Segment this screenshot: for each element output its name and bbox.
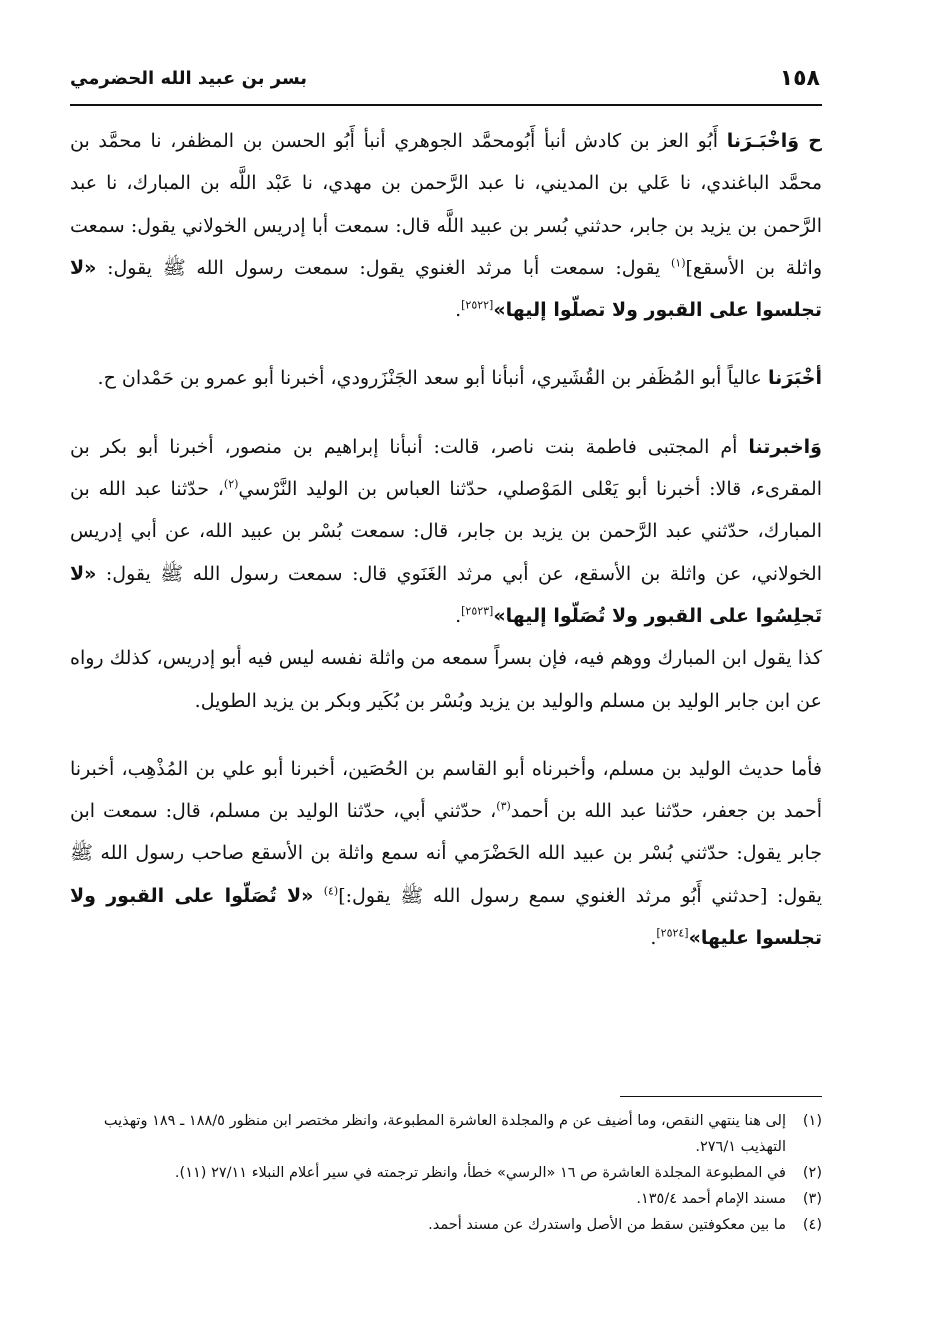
paragraph-4: [70, 637, 822, 722]
paragraph-text: عالياً أبو المُظَفر بن القُشَيري، أنبأنا أبو سعد الجَنْزَرودي، أخبرنا أبو عمرو بن حَمْدان ح.: [97, 367, 768, 390]
footnote-rule: [620, 1096, 822, 1097]
footnote-text: ما بين معكوفتين سقط من الأصل واستدرك عن مسند أحمد.: [428, 1217, 786, 1233]
paragraph-text: أم المجتبى فاطمة بنت ناصر، قالت: أنبأنا إبراهيم بن منصور، أخبرنا أبو بكر بن المقرىء، قالا: أخبرنا أبو يَعْلى المَوْصلي، حدّثنا العباس بن الوليد النَّرْسي: [70, 435, 822, 501]
footnote-text: إلى هنا ينتهي النقص، وما أضيف عن م والمجلدة العاشرة المطبوعة، وانظر مختصر ابن منظور ١٨٨/٥ ـ ١٨٩ وتهذيب التهذيب ٢٧٦/١.: [103, 1113, 786, 1155]
paragraph-text: أَبُو العز بن كادش أنبأ أَبُومحمَّد الجوهري أنبأ أَبُو الحسن بن المظفر، نا محمَّد بن محمَّد الباغندي، نا عَلي بن المديني، نا عبد الرَّحمن بن مهدي، نا عَبْد اللَّه بن المبارك، نا عبد الرَّحمن بن يزيد بن جابر، حدثني بُسر بن عبيد اللَّه قال: سمعت أبا إدريس الخولاني يقول: سمعت واثلة بن الأسقع]: [70, 130, 822, 279]
paragraph-text: فأما حديث الوليد بن مسلم، وأخبرناه أبو القاسم بن الحُصَين، أخبرنا أبو علي بن المُذْهِب، أخبرنا أحمد بن جعفر، حدّثنا عبد الله بن أحمد: [70, 757, 823, 823]
footnote: [70, 1160, 822, 1186]
hadith-quote: «لا تَجلِسُوا على القبور ولا تُصَلّوا إليها»: [70, 562, 822, 627]
footnote-ref: (٢): [223, 477, 239, 491]
hadith-quote: «لا تُصَلّوا على القبور ولا تجلسوا عليها»: [70, 884, 822, 950]
paragraph-3: [70, 426, 822, 637]
paragraph-text-continued: يقول: سمعت أبا مرثد الغنوي يقول: سمعت رسول الله ﷺ يقول:: [96, 256, 671, 279]
paragraph-2: [70, 357, 822, 399]
paragraph-keyword: ح وَاخْبَـرَنا: [726, 130, 823, 152]
footnote: [70, 1212, 822, 1238]
paragraph-keyword: أخْبَرَنا: [767, 367, 822, 390]
hadith-number: [٢٥٢٤]: [656, 926, 689, 940]
footnote-number: (٤): [802, 1217, 822, 1233]
paragraph-5: [70, 748, 822, 959]
paragraph-text: كذا يقول ابن المبارك ووهم فيه، فإن بسراً سمعه من واثلة نفسه ليس فيه أبو إدريس، كذلك رواه عن ابن جابر الوليد بن مسلم والوليد بن يزيد وبُسْر بن بُكَير وبكر بن يزيد الطويل.: [70, 647, 822, 712]
footnotes: [70, 1108, 822, 1238]
footnote-number: (١): [802, 1113, 822, 1129]
paragraph-text-continued: ، حدّثني أبي، حدّثنا الوليد بن مسلم، قال: سمعت ابن جابر يقول: حدّثني بُسْر بن عبيد الله الحَضْرَمي أنه سمع واثلة بن الأسقع صاحب رسول الله ﷺ يقول: [حدثني أَبُو مرثد الغنوي سمع رسول الله ﷺ يقول:]: [70, 800, 822, 907]
hadith-quote: «لا تجلسوا على القبور ولا تصلّوا إليها»: [70, 256, 822, 322]
footnote-text: مسند الإمام أحمد ١٣٥/٤.: [636, 1191, 786, 1207]
main-text: [70, 120, 822, 959]
footnote-ref: (١): [670, 256, 686, 270]
paragraph-end: .: [455, 604, 462, 627]
hadith-number: [٢٥٢٢]: [461, 298, 494, 312]
paragraph-end: .: [650, 927, 657, 950]
footnote: [70, 1186, 822, 1212]
page-header: [70, 62, 822, 106]
page-number: ١٥٨: [779, 66, 820, 91]
footnote: [70, 1108, 822, 1160]
paragraph-text-continued: ، حدّثنا عبد الله بن المبارك، حدّثني عبد الرَّحمن بن يزيد بن جابر، قال: سمعت بُسْر بن عبيد الله، عن أبي إدريس الخولاني، عن واثلة بن الأسقع، عن أبي مرثد الغَنَوي قال: سمعت رسول الله ﷺ يقول:: [70, 478, 822, 585]
footnote-number: (٢): [802, 1165, 822, 1181]
footnote-text: في المطبوعة المجلدة العاشرة ص ١٦ «الرسي» خطأ، وانظر ترجمته في سير أعلام النبلاء ٢٧/١١ (١١).: [174, 1165, 786, 1181]
hadith-number: [٢٥٢٣]: [461, 604, 494, 618]
running-title: بسر بن عبيد الله الحضرمي: [70, 68, 308, 89]
header-rule: [70, 104, 822, 106]
paragraph-keyword: وَاخبرتنا: [748, 435, 822, 458]
footnote-number: (٣): [802, 1191, 822, 1207]
paragraph-1: [70, 120, 822, 331]
footnote-ref: (٤): [323, 884, 339, 898]
footnote-ref: (٣): [496, 799, 511, 813]
paragraph-end: .: [455, 299, 462, 322]
